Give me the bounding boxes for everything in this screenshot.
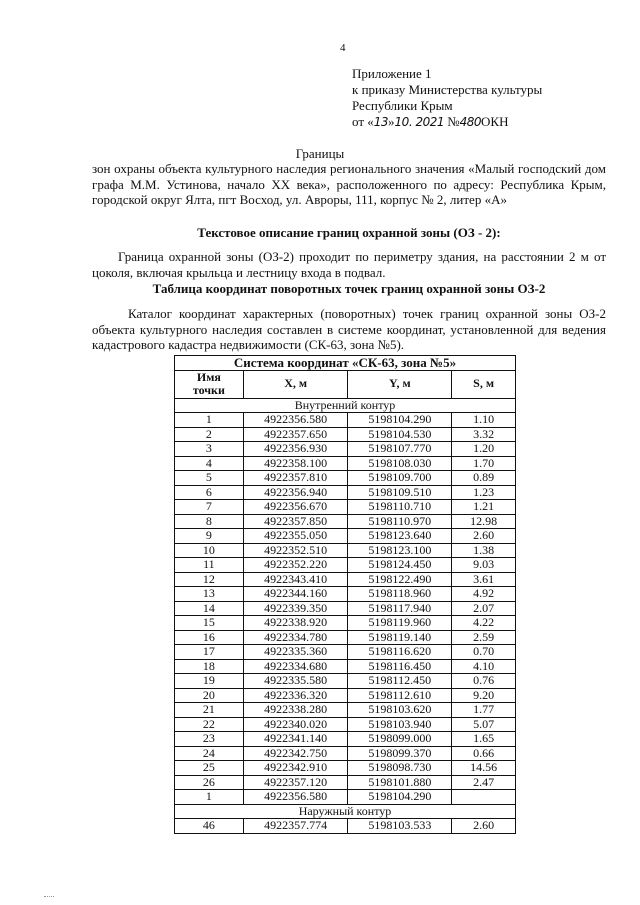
appendix-line-2: к приказу Министерства культуры [352, 82, 543, 97]
y-value: 5198104.290 [348, 790, 452, 805]
catalog-description: Каталог координат характерных (поворотных) точек границ охранной зоны ОЗ-2 объекта культурного наследия составлен в системе координат, установленной для ведения кадастрового кадастра недвижимости (СК-63, зона №5). [92, 306, 606, 352]
table-row [175, 630, 516, 645]
table-row [175, 529, 516, 544]
table-row [175, 442, 516, 457]
x-value: 4922357.774 [243, 819, 348, 834]
number-suffix: ОКН [481, 114, 509, 129]
text-description: Граница охранной зоны (ОЗ-2) проходит по периметру здания, на расстоянии 2 м от цоколя, включая крыльца и лестницу входа в подвал. [92, 249, 606, 280]
point-name: 2 [175, 427, 244, 442]
point-name: 14 [175, 601, 244, 616]
y-value: 5198117.940 [348, 601, 452, 616]
x-value: 4922342.750 [243, 746, 348, 761]
table-row [175, 775, 516, 790]
table-row [175, 790, 516, 805]
y-value: 5198118.960 [348, 587, 452, 602]
x-value: 4922338.920 [243, 616, 348, 631]
point-name: 4 [175, 456, 244, 471]
s-value: 1.10 [452, 413, 516, 428]
table-row [175, 413, 516, 428]
table-row [175, 485, 516, 500]
y-value: 5198109.510 [348, 485, 452, 500]
table-row [175, 471, 516, 486]
table-row [175, 645, 516, 660]
outer-contour-label: Наружный контур [175, 804, 516, 819]
x-value: 4922335.580 [243, 674, 348, 689]
table-row [175, 732, 516, 747]
x-header: X, м [243, 370, 348, 398]
table-row [175, 688, 516, 703]
s-value: 2.59 [452, 630, 516, 645]
y-value: 5198116.620 [348, 645, 452, 660]
date-prefix: от « [352, 114, 374, 129]
date-mid: » [388, 114, 395, 129]
y-value: 5198119.960 [348, 616, 452, 631]
x-value: 4922352.220 [243, 558, 348, 573]
s-value: 1.20 [452, 442, 516, 457]
point-name: 10 [175, 543, 244, 558]
point-name: 11 [175, 558, 244, 573]
appendix-line-3: Республики Крым [352, 98, 453, 113]
s-value: 1.23 [452, 485, 516, 500]
y-value: 5198119.140 [348, 630, 452, 645]
point-name: 12 [175, 572, 244, 587]
appendix-block [352, 66, 542, 130]
s-value: 2.47 [452, 775, 516, 790]
point-name-header: Имя точки [175, 370, 244, 398]
point-name: 17 [175, 645, 244, 660]
x-value: 4922356.580 [243, 413, 348, 428]
point-name: 13 [175, 587, 244, 602]
coordinates-table [174, 355, 516, 834]
point-name: 23 [175, 732, 244, 747]
y-value: 5198109.700 [348, 471, 452, 486]
x-value: 4922356.930 [243, 442, 348, 457]
text-description-heading: Текстовое описание границ охранной зоны (ОЗ - 2): [197, 225, 501, 240]
s-value: 5.07 [452, 717, 516, 732]
s-value: 0.70 [452, 645, 516, 660]
point-name: 7 [175, 500, 244, 515]
s-value: 2.60 [452, 529, 516, 544]
x-value: 4922344.160 [243, 587, 348, 602]
point-name: 3 [175, 442, 244, 457]
x-value: 4922358.100 [243, 456, 348, 471]
table-row [175, 703, 516, 718]
x-value: 4922339.350 [243, 601, 348, 616]
s-value: 2.07 [452, 601, 516, 616]
y-value: 5198104.530 [348, 427, 452, 442]
page-number: 4 [340, 42, 346, 54]
table-row [175, 819, 516, 834]
table-row [175, 572, 516, 587]
coordinate-system-header: Система координат «СК-63, зона №5» [175, 356, 516, 371]
point-name: 9 [175, 529, 244, 544]
x-value: 4922352.510 [243, 543, 348, 558]
x-value: 4922357.850 [243, 514, 348, 529]
s-value: 3.32 [452, 427, 516, 442]
handwritten-number: 480 [459, 115, 482, 129]
point-name: 22 [175, 717, 244, 732]
x-value: 4922356.580 [243, 790, 348, 805]
s-value: 3.61 [452, 572, 516, 587]
y-value: 5198108.030 [348, 456, 452, 471]
x-value: 4922355.050 [243, 529, 348, 544]
x-value: 4922340.020 [243, 717, 348, 732]
table-row [175, 427, 516, 442]
s-value: 0.66 [452, 746, 516, 761]
y-value: 5198098.730 [348, 761, 452, 776]
point-name: 25 [175, 761, 244, 776]
table-row [175, 659, 516, 674]
x-value: 4922356.670 [243, 500, 348, 515]
y-value: 5198116.450 [348, 659, 452, 674]
x-value: 4922343.410 [243, 572, 348, 587]
x-value: 4922357.120 [243, 775, 348, 790]
table-row [175, 761, 516, 776]
y-value: 5198123.100 [348, 543, 452, 558]
y-value: 5198101.880 [348, 775, 452, 790]
point-name: 19 [175, 674, 244, 689]
table-row [175, 601, 516, 616]
appendix-date-line [352, 114, 542, 130]
table-row [175, 514, 516, 529]
s-value: 0.76 [452, 674, 516, 689]
s-value: 2.60 [452, 819, 516, 834]
x-value: 4922336.320 [243, 688, 348, 703]
point-name: 1 [175, 413, 244, 428]
appendix-line-1: Приложение 1 [352, 66, 432, 81]
s-value: 1.77 [452, 703, 516, 718]
point-name: 8 [175, 514, 244, 529]
x-value: 4922334.780 [243, 630, 348, 645]
y-value: 5198110.970 [348, 514, 452, 529]
table-body [175, 398, 516, 833]
point-name: 46 [175, 819, 244, 834]
s-value: 14.56 [452, 761, 516, 776]
y-value: 5198107.770 [348, 442, 452, 457]
table-row [175, 616, 516, 631]
y-header: Y, м [348, 370, 452, 398]
y-value: 5198123.640 [348, 529, 452, 544]
table-row [175, 587, 516, 602]
s-value: 4.22 [452, 616, 516, 631]
x-value: 4922341.140 [243, 732, 348, 747]
point-name: 26 [175, 775, 244, 790]
document-title: Границы [295, 146, 345, 161]
table-heading: Таблица координат поворотных точек границ охранной зоны ОЗ-2 [152, 281, 546, 296]
y-value: 5198110.710 [348, 500, 452, 515]
point-name: 21 [175, 703, 244, 718]
object-description: зон охраны объекта культурного наследия регионального значения «Малый господский дом графа М.М. Устинова, начало XX века», расположенного по адресу: Республика Крым, городской округ Ялта, пгт Восход, ул. Авроры, 111, корпус № 2, литер «А» [92, 161, 606, 207]
x-value: 4922338.280 [243, 703, 348, 718]
table-row [175, 456, 516, 471]
y-value: 5198103.620 [348, 703, 452, 718]
x-value: 4922357.810 [243, 471, 348, 486]
inner-contour-label: Внутренний контур [175, 398, 516, 413]
y-value: 5198099.000 [348, 732, 452, 747]
point-name: 16 [175, 630, 244, 645]
s-value: 1.38 [452, 543, 516, 558]
s-value: 9.20 [452, 688, 516, 703]
x-value: 4922342.910 [243, 761, 348, 776]
x-value: 4922335.360 [243, 645, 348, 660]
y-value: 5198099.370 [348, 746, 452, 761]
point-name: 18 [175, 659, 244, 674]
number-label: № [443, 114, 460, 129]
point-name: 20 [175, 688, 244, 703]
y-value: 5198104.290 [348, 413, 452, 428]
s-value: 1.70 [452, 456, 516, 471]
scan-speck [44, 896, 54, 899]
x-value: 4922357.650 [243, 427, 348, 442]
s-value: 9.03 [452, 558, 516, 573]
s-value: 1.21 [452, 500, 516, 515]
y-value: 5198112.450 [348, 674, 452, 689]
handwritten-month-year: 10. 2021 [394, 115, 444, 129]
s-value: 1.65 [452, 732, 516, 747]
point-name: 6 [175, 485, 244, 500]
s-value: 12.98 [452, 514, 516, 529]
s-value: 0.89 [452, 471, 516, 486]
table-row [175, 558, 516, 573]
x-value: 4922356.940 [243, 485, 348, 500]
s-header: S, м [452, 370, 516, 398]
table-row [175, 674, 516, 689]
x-value: 4922334.680 [243, 659, 348, 674]
s-value [452, 790, 516, 805]
point-name: 15 [175, 616, 244, 631]
point-name: 1 [175, 790, 244, 805]
table-row [175, 746, 516, 761]
s-value: 4.92 [452, 587, 516, 602]
s-value: 4.10 [452, 659, 516, 674]
table-row [175, 543, 516, 558]
table-row [175, 717, 516, 732]
y-value: 5198124.450 [348, 558, 452, 573]
y-value: 5198103.940 [348, 717, 452, 732]
y-value: 5198103.533 [348, 819, 452, 834]
table-row [175, 500, 516, 515]
point-name: 5 [175, 471, 244, 486]
y-value: 5198112.610 [348, 688, 452, 703]
point-name: 24 [175, 746, 244, 761]
handwritten-day: 13 [373, 115, 389, 129]
y-value: 5198122.490 [348, 572, 452, 587]
